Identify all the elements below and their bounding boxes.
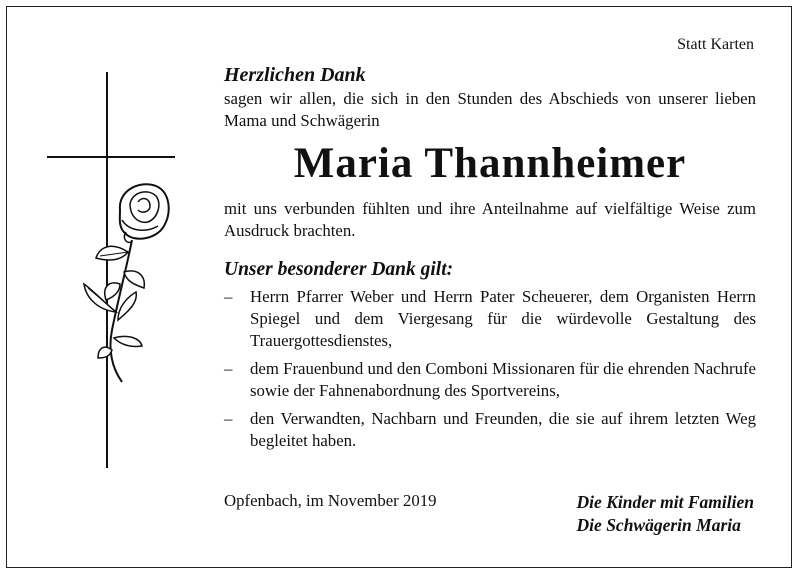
special-thanks-heading: Unser besonderer Dank gilt: bbox=[224, 259, 454, 280]
special-thanks-list bbox=[224, 286, 756, 452]
thanks-heading: Herzlichen Dank bbox=[224, 64, 366, 86]
deceased-name: Maria Thannheimer bbox=[293, 140, 687, 187]
signers bbox=[577, 491, 754, 537]
notice-content bbox=[224, 62, 756, 458]
intro-text: sagen wir allen, die sich in den Stunden des Abschieds von unserer lieben Mama und Schwägerin bbox=[224, 89, 756, 130]
dash-bullet: – bbox=[224, 409, 233, 428]
statt-karten-label: Statt Karten bbox=[677, 36, 754, 53]
dash-bullet: – bbox=[224, 359, 233, 378]
list-item: – den Verwandten, Nachbarn und Freunden, die sie auf ihrem letzten Weg begleitet haben. bbox=[224, 409, 756, 450]
body-text: mit uns verbunden fühlten und ihre Anteilnahme auf vielfältige Weise zum Ausdruck brachten. bbox=[224, 199, 756, 240]
place-date: Opfenbach, im November 2019 bbox=[224, 491, 437, 510]
list-item: – Herrn Pfarrer Weber und Herrn Pater Scheuerer, dem Organisten Herrn Spiegel und dem Viergesang für die würdevolle Gestaltung des Trauergottesdienstes, bbox=[224, 287, 756, 350]
dash-bullet: – bbox=[224, 287, 233, 306]
rose-icon bbox=[82, 180, 172, 385]
cross-horizontal-beam bbox=[47, 156, 175, 158]
signer-line: Die Schwägerin Maria bbox=[576, 515, 741, 535]
signer-line: Die Kinder mit Familien bbox=[576, 492, 754, 512]
list-item: – dem Frauenbund und den Comboni Missionaren für die ehrenden Nachrufe sowie der Fahnenabordnung des Sportvereins, bbox=[224, 359, 756, 400]
